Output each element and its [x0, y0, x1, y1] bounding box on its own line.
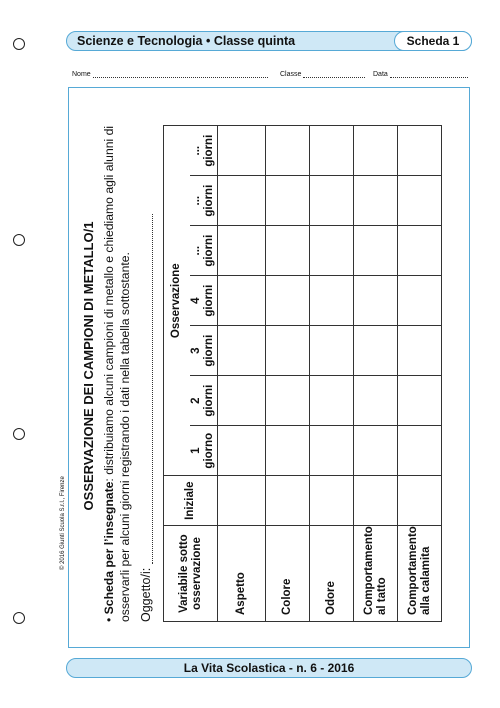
corner-header: Variabile sotto osservazione	[164, 526, 218, 622]
binder-hole-4	[13, 612, 25, 624]
table-cell[interactable]	[354, 176, 398, 226]
rotated-worksheet	[75, 96, 453, 636]
table-cell[interactable]	[266, 126, 310, 176]
table-row	[310, 126, 354, 622]
sheet-description	[101, 102, 133, 622]
table-cell[interactable]	[354, 476, 398, 526]
sheet-title: OSSERVAZIONE DEI CAMPIONI DI METALLO/1	[81, 221, 96, 511]
table-cell[interactable]	[310, 226, 354, 276]
table-row	[266, 126, 310, 622]
col-header-7: ... giorni	[190, 126, 218, 176]
table-cell[interactable]	[266, 426, 310, 476]
binder-hole-2	[13, 234, 25, 246]
header-title: Scienze e Tecnologia • Classe quinta	[77, 34, 296, 48]
table-cell[interactable]	[266, 176, 310, 226]
table-cell[interactable]	[218, 126, 266, 176]
table-cell[interactable]	[354, 326, 398, 376]
table-cell[interactable]	[398, 476, 442, 526]
col-header-5: ... giorni	[190, 226, 218, 276]
oggetto-field[interactable]	[139, 214, 153, 622]
desc-bold: Scheda per l’insegnate	[102, 481, 116, 615]
nome-label: Nome	[72, 71, 91, 78]
data-label: Data	[373, 71, 388, 78]
table-cell[interactable]	[266, 276, 310, 326]
oggetto-line	[140, 214, 153, 564]
col-header-0: Iniziale	[164, 476, 218, 526]
classe-field[interactable]	[280, 66, 365, 78]
table-cell[interactable]	[310, 426, 354, 476]
col-header-6: ... giorni	[190, 176, 218, 226]
table-cell[interactable]	[398, 376, 442, 426]
table-cell[interactable]	[398, 276, 442, 326]
table-cell[interactable]	[310, 376, 354, 426]
table-cell[interactable]	[354, 376, 398, 426]
table-cell[interactable]	[266, 376, 310, 426]
table-cell[interactable]	[218, 476, 266, 526]
table-cell[interactable]	[310, 176, 354, 226]
col-header-3: 3 giorni	[190, 326, 218, 376]
table-cell[interactable]	[218, 276, 266, 326]
table-cell[interactable]	[310, 476, 354, 526]
col-header-2: 2 giorni	[190, 376, 218, 426]
col-header-4: 4 giorni	[190, 276, 218, 326]
bullet: •	[102, 617, 116, 622]
footer-bar: La Vita Scolastica - n. 6 - 2016	[66, 658, 472, 678]
table-cell[interactable]	[398, 226, 442, 276]
row-label: Colore	[266, 526, 310, 622]
table-cell[interactable]	[310, 276, 354, 326]
table-cell[interactable]	[266, 226, 310, 276]
oggetto-label: Oggetto/i:	[139, 567, 153, 622]
table-cell[interactable]	[266, 326, 310, 376]
row-label: Odore	[310, 526, 354, 622]
binder-hole-1	[13, 38, 25, 50]
table-cell[interactable]	[398, 126, 442, 176]
table-row	[354, 126, 398, 622]
table-row	[398, 126, 442, 622]
table-cell[interactable]	[354, 426, 398, 476]
table-cell[interactable]	[354, 126, 398, 176]
nome-field[interactable]	[72, 66, 268, 78]
table-cell[interactable]	[398, 326, 442, 376]
table-cell[interactable]	[266, 476, 310, 526]
row-label: Comportamento al tatto	[354, 526, 398, 622]
table-cell[interactable]	[218, 426, 266, 476]
table-cell[interactable]	[354, 276, 398, 326]
scheda-label: Scheda 1	[394, 31, 472, 51]
table-cell[interactable]	[310, 326, 354, 376]
col-header-1: 1 giorno	[190, 426, 218, 476]
table-cell[interactable]	[218, 376, 266, 426]
table-row	[218, 126, 266, 622]
observation-header: Osservazione	[164, 126, 190, 476]
classe-label: Classe	[280, 71, 302, 78]
desc-text: : distribuiamo alcuni campioni di metallo e chiediamo agli alunni di osservarli per alcuni giorni registrando i dati nella tabella sottostante.	[102, 125, 132, 622]
table-cell[interactable]	[218, 176, 266, 226]
table-cell[interactable]	[398, 426, 442, 476]
row-label: Comportamento alla calamita	[398, 526, 442, 622]
copyright-notice: © 2016 Giunti Scuola S.r.l., Firenze	[60, 476, 66, 570]
header-bar	[66, 31, 472, 51]
row-label: Aspetto	[218, 526, 266, 622]
table-cell[interactable]	[218, 326, 266, 376]
binder-hole-3	[13, 428, 25, 440]
data-field[interactable]	[373, 66, 468, 78]
table-cell[interactable]	[398, 176, 442, 226]
table-cell[interactable]	[218, 226, 266, 276]
table-cell[interactable]	[354, 226, 398, 276]
observation-table	[163, 125, 442, 622]
table-cell[interactable]	[310, 126, 354, 176]
